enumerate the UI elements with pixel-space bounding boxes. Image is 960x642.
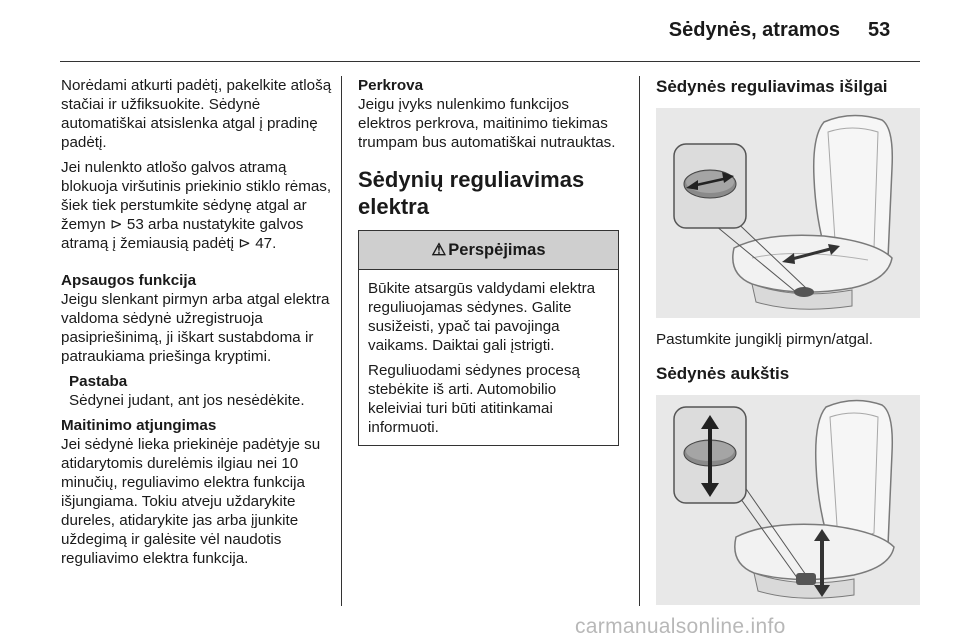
note-title: Pastaba [69, 373, 128, 390]
warning-title: Perspėjimas [448, 240, 546, 259]
column-1 [61, 76, 333, 574]
column-3 [656, 76, 922, 605]
section-title-protection: Apsaugos funkcija [61, 272, 197, 289]
warning-icon: ⚠ [431, 240, 447, 259]
header-title: Sėdynės, atramos [668, 19, 840, 41]
column-divider [639, 76, 640, 606]
heading-longitudinal: Sėdynės reguliavimas išilgai [656, 77, 888, 96]
ref-arrow-icon: ⊳ [238, 235, 252, 252]
seat-longitudinal-figure [656, 108, 920, 318]
note-block [61, 372, 333, 410]
note-text: Sėdynei judant, ant jos nesėdėkite. [69, 392, 305, 409]
header-rule [60, 61, 920, 62]
heading-electric-seats: Sėdynių reguliavimas elektra [358, 167, 585, 219]
watermark: carmanualsonline.info [575, 615, 786, 638]
page-number: 53 [868, 19, 891, 41]
section-text-power-off: Jei sėdynė lieka priekinėje padėtyje su atidarytomis durelėmis ilgiau nei 10 minučių, reguliavimo elektra funkcija išjungiama. Tokiu atveju uždarykite dureles, atidarykite jas arba įjunkite uždegimą ir galėsite vėl naudotis reguliavimo elektra funkcija. [61, 436, 321, 567]
section-title-overload: Perkrova [358, 77, 424, 94]
heading-height: Sėdynės aukštis [656, 364, 790, 383]
warning-text-1: Būkite atsargūs valdydami elektra reguliuojamas sėdynes. Galite susižeisti, ypač tai pavojinga vaikams. Daiktai gali įstrigti. [368, 280, 596, 354]
page-header [0, 0, 960, 64]
column-2 [358, 76, 624, 446]
warning-header [359, 231, 618, 270]
warning-body [359, 270, 618, 445]
warning-text-2: Reguliuodami sėdynes procesą stebėkite iš arti. Automobilio keleiviai turi būti atitinkamai informuoti. [368, 362, 580, 436]
seat-height-illustration [656, 395, 920, 605]
section-text-overload: Jeigu įvyks nulenkimo funkcijos elektros perkrova, maitinimo tiekimas trumpam bus automatiškai nutrauktas. [358, 96, 616, 151]
seat-slide-illustration [656, 108, 920, 318]
section-text-protection: Jeigu slenkant pirmyn arba atgal elektra valdoma sėdynė užregistruoja pasipriešinimą, ji iškart sustabdoma ir patraukiama priešinga kryptimi. [61, 291, 330, 365]
column-divider [341, 76, 342, 606]
caption-slide: Pastumkite jungiklį pirmyn/atgal. [656, 331, 873, 348]
seat-height-figure [656, 395, 920, 605]
warning-box [358, 230, 619, 446]
ref-arrow-icon: ⊳ [109, 216, 123, 233]
section-title-power-off: Maitinimo atjungimas [61, 417, 217, 434]
paragraph-restore: Norėdami atkurti padėtį, pakelkite atlošą stačiai ir užfiksuokite. Sėdynė automatiškai atsislenka atgal į pradinę padėtį. [61, 77, 332, 151]
paragraph-headrest: Jei nulenkto atlošo galvos atramą blokuoja viršutinis priekinio stiklo rėmas, šiek tiek perstumkite sėdynę atgal ar žemyn ⊳ 53 arba nustatykite galvos atramą į žemiausią padėtį ⊳ 47. [61, 159, 332, 252]
